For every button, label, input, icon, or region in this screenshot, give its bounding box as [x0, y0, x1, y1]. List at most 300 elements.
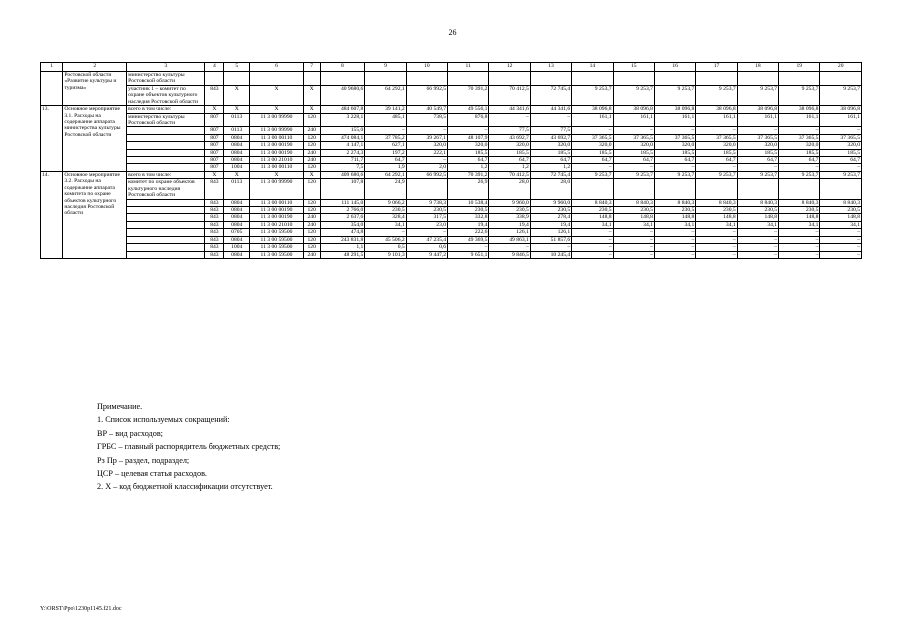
table-cell: 2 766,0 [320, 207, 365, 214]
table-cell: 148,8 [572, 214, 613, 221]
table-cell: 230,5 [489, 207, 530, 214]
table-cell: – [448, 244, 489, 251]
executor-label [127, 236, 205, 243]
table-cell: 120 [303, 199, 320, 206]
table-cell: 161,1 [613, 113, 654, 127]
table-cell: 11 3 00 59500 [250, 229, 304, 236]
table-cell: 37 365,5 [737, 134, 778, 141]
column-number: 18 [737, 63, 778, 72]
table-cell [654, 179, 695, 199]
table-cell: 320,0 [779, 142, 820, 149]
table-cell: 45 506,2 [365, 236, 406, 243]
table-cell: 9 253,7 [820, 85, 862, 105]
table-cell [613, 179, 654, 199]
table-cell: 70 412,5 [489, 171, 530, 178]
table-cell: 843 [205, 214, 224, 221]
table-cell: 320,0 [489, 142, 530, 149]
table-cell: 7,5 [320, 164, 365, 171]
table-cell: 34,1 [654, 221, 695, 228]
table-cell [572, 179, 613, 199]
table-cell: 120 [303, 236, 320, 243]
table-cell: 843 [205, 179, 224, 199]
table-cell: 807 [205, 134, 224, 141]
table-cell: – [654, 236, 695, 243]
table-cell [654, 72, 695, 86]
table-cell: 4 147,1 [320, 142, 365, 149]
table-row [41, 229, 862, 236]
table-cell: 43 692,7 [489, 134, 530, 141]
column-number: 1 [41, 63, 63, 72]
table-cell: 185,5 [572, 149, 613, 156]
table-cell: 222,6 [448, 229, 489, 236]
executor-label: комитет по охране объектов культурного наследия Ростовской области [127, 179, 205, 199]
table-cell: 11 3 00 99990 [250, 179, 304, 199]
table-cell: – [696, 164, 737, 171]
table-cell: 843 [205, 251, 224, 258]
table-cell: 161,1 [779, 113, 820, 127]
table-cell: 9 960,0 [530, 199, 571, 206]
table-cell: 9 253,7 [820, 171, 862, 178]
column-number: 17 [696, 63, 737, 72]
column-number: 8 [320, 63, 365, 72]
table-cell: – [820, 244, 862, 251]
table-cell: 338,9 [489, 214, 530, 221]
table-cell: 38 096,8 [737, 106, 778, 113]
table-cell: 40 9680,6 [320, 85, 365, 105]
table-cell: 19,4 [530, 221, 571, 228]
column-number: 16 [654, 63, 695, 72]
table-cell: 120 [303, 113, 320, 127]
table-cell: 38 096,8 [820, 106, 862, 113]
table-cell: 161,1 [696, 113, 737, 127]
executor-label [127, 207, 205, 214]
table-cell: 0804 [224, 142, 250, 149]
table-cell: – [737, 164, 778, 171]
table-cell: – [696, 127, 737, 134]
table-cell: 8 840,3 [820, 199, 862, 206]
table-cell: 70 391,2 [448, 171, 489, 178]
note-line: 2. X – код бюджетной классификации отсутствует. [97, 482, 273, 492]
table-cell: 37 785,2 [365, 134, 406, 141]
table-cell: – [613, 127, 654, 134]
table-cell: 0113 [224, 113, 250, 127]
table-cell: 38 096,8 [613, 106, 654, 113]
table-cell: 120 [303, 142, 320, 149]
table-cell: 11 3 00 21010 [250, 157, 304, 164]
table-cell: – [654, 164, 695, 171]
executor-label: министерство культуры Ростовской области [127, 113, 205, 127]
table-cell [406, 179, 447, 199]
table-cell: 34,1 [820, 221, 862, 228]
table-cell: X [303, 106, 320, 113]
table-cell: 48 107,9 [448, 134, 489, 141]
table-cell: 11 3 00 21010 [250, 221, 304, 228]
table-cell: 1,2 [448, 164, 489, 171]
table-cell: 354,0 [320, 221, 365, 228]
table-cell: 320,0 [696, 142, 737, 149]
row-number [41, 72, 63, 106]
table-cell: – [820, 229, 862, 236]
table-cell: 278,4 [530, 214, 571, 221]
table-cell: – [779, 251, 820, 258]
table-cell: – [572, 127, 613, 134]
table-cell: 9 447,2 [406, 251, 447, 258]
table-cell: 37 365,5 [820, 134, 862, 141]
table-cell: 320,0 [530, 142, 571, 149]
table-cell: 240 [303, 251, 320, 258]
table-cell: 26,9 [448, 179, 489, 199]
table-cell: 8 840,3 [654, 199, 695, 206]
table-cell: 64,7 [737, 157, 778, 164]
table-cell: 0804 [224, 134, 250, 141]
table-cell: 320,0 [613, 142, 654, 149]
table-cell [696, 72, 737, 86]
table-cell: 0804 [224, 221, 250, 228]
table-cell: – [779, 229, 820, 236]
table-cell: 807 [205, 149, 224, 156]
table-cell: 49 369,5 [448, 236, 489, 243]
table-cell: – [779, 127, 820, 134]
table-cell: 807 [205, 113, 224, 127]
table-cell: 148,8 [613, 214, 654, 221]
column-number: 7 [303, 63, 320, 72]
table-cell: 843 [205, 236, 224, 243]
table-cell: – [613, 236, 654, 243]
table-cell: 197,2 [365, 149, 406, 156]
table-cell: 37 365,5 [779, 134, 820, 141]
table-cell: 0705 [224, 229, 250, 236]
column-number: 12 [489, 63, 530, 72]
table-cell: 9 846,5 [489, 251, 530, 258]
table-cell: 19,4 [489, 221, 530, 228]
table-cell: 64,7 [696, 157, 737, 164]
table-cell: 11 3 00 99990 [250, 113, 304, 127]
table-cell [737, 179, 778, 199]
table-cell: – [737, 251, 778, 258]
table-cell: – [696, 236, 737, 243]
table-cell: 230,5 [779, 207, 820, 214]
table-row [41, 214, 862, 221]
table-cell: X [224, 106, 250, 113]
table-cell: 161,1 [654, 113, 695, 127]
executor-label: всего в том числе: [127, 106, 205, 113]
table-cell: 320,0 [820, 142, 862, 149]
executor-label [127, 134, 205, 141]
table-cell [696, 179, 737, 199]
table-cell [205, 72, 224, 86]
table-cell: 72 745,4 [530, 85, 571, 105]
table-cell: 9 253,7 [572, 85, 613, 105]
table-cell: 64,7 [530, 157, 571, 164]
table-cell: 8 840,3 [696, 199, 737, 206]
table-cell: 9 253,7 [654, 85, 695, 105]
table-cell: 843 [205, 221, 224, 228]
table-cell [572, 72, 613, 86]
table-cell: 161,1 [737, 113, 778, 127]
column-number: 9 [365, 63, 406, 72]
table-cell: 49 863,1 [489, 236, 530, 243]
table-cell: 185,5 [530, 149, 571, 156]
table-cell: 64,7 [654, 157, 695, 164]
table-cell: 230,5 [530, 207, 571, 214]
table-cell: 332,8 [448, 214, 489, 221]
table-cell: 738,5 [406, 113, 447, 127]
table-cell: 34,1 [737, 221, 778, 228]
table-cell: 328,4 [365, 214, 406, 221]
table-cell: 120 [303, 244, 320, 251]
table-cell: 34,1 [696, 221, 737, 228]
table-row [41, 142, 862, 149]
table-cell [224, 72, 250, 86]
table-cell: 8 840,3 [572, 199, 613, 206]
column-number: 13 [530, 63, 571, 72]
table-cell: 9 960,0 [489, 199, 530, 206]
table-cell: 9 101,3 [365, 251, 406, 258]
table-cell: 11 3 00 00110 [250, 199, 304, 206]
notes-section [97, 400, 280, 494]
row-number: 13. [41, 106, 63, 172]
table-cell: – [572, 244, 613, 251]
note-line: 1. Список используемых сокращений: [97, 415, 230, 425]
table-cell: 11 3 00 00110 [250, 164, 304, 171]
table-cell: 64,7 [779, 157, 820, 164]
executor-label [127, 149, 205, 156]
table-cell: 1,9 [365, 164, 406, 171]
table-cell: 222,1 [406, 149, 447, 156]
table-cell [820, 179, 862, 199]
executor-label [127, 251, 205, 258]
executor-label [127, 164, 205, 171]
table-cell: 24,9 [365, 179, 406, 199]
table-cell: – [696, 251, 737, 258]
table-cell: 230,5 [820, 207, 862, 214]
table-cell: 161,1 [820, 113, 862, 127]
table-cell: 843 [205, 199, 224, 206]
table-cell: 34,1 [365, 221, 406, 228]
table-cell: 843 [205, 85, 224, 105]
table-cell: 34,1 [613, 221, 654, 228]
table-cell: – [365, 229, 406, 236]
table-cell: – [696, 229, 737, 236]
table-cell: 34,1 [779, 221, 820, 228]
table-cell: – [613, 251, 654, 258]
program-name: Основное мероприятие 3.2. Расходы на содержание аппарата комитета по охране объектов культурного наследия Ростовской области [63, 171, 127, 258]
column-number: 10 [406, 63, 447, 72]
table-row [41, 251, 862, 258]
table-cell: – [779, 236, 820, 243]
table-cell: 148,8 [737, 214, 778, 221]
table-cell: 9 253,7 [654, 171, 695, 178]
table-cell: 39 267,1 [406, 134, 447, 141]
table-cell: 161,1 [572, 113, 613, 127]
table-cell: 148,8 [696, 214, 737, 221]
table-cell: X [303, 171, 320, 178]
table-cell: 230,5 [572, 207, 613, 214]
table-cell: – [737, 127, 778, 134]
table-cell: 120 [303, 134, 320, 141]
executor-label: министерство культуры Ростовской области [127, 72, 205, 86]
table-cell: – [613, 164, 654, 171]
table-cell: 70 391,2 [448, 85, 489, 105]
executor-label: всего в том числе: [127, 171, 205, 178]
table-cell [737, 72, 778, 86]
table-cell: 11 3 00 00190 [250, 207, 304, 214]
table-cell: 807 [205, 164, 224, 171]
column-number: 6 [250, 63, 304, 72]
table-cell: 1,1 [320, 244, 365, 251]
table-cell: – [406, 157, 447, 164]
table-cell: 807 [205, 127, 224, 134]
table-cell: 9 253,7 [696, 171, 737, 178]
note-line: ГРБС – главный распорядитель бюджетных средств; [97, 442, 281, 452]
table-cell: 8 840,3 [613, 199, 654, 206]
column-number: 4 [205, 63, 224, 72]
table-cell: 230,5 [406, 207, 447, 214]
table-cell: 243 831,8 [320, 236, 365, 243]
table-cell: 66 992,5 [406, 85, 447, 105]
table-cell: 230,5 [654, 207, 695, 214]
table-cell: 474,8 [320, 229, 365, 236]
column-number: 2 [63, 63, 127, 72]
table-cell: 0804 [224, 207, 250, 214]
table-cell: – [489, 113, 530, 127]
table-cell: X [205, 171, 224, 178]
page-number: 26 [448, 28, 457, 37]
table-cell: X [205, 106, 224, 113]
table-row [41, 236, 862, 243]
table-row [41, 149, 862, 156]
table-cell: 807 [205, 142, 224, 149]
program-name: Ростовской области «Развитие культуры и туризма» [63, 72, 127, 106]
table-cell: 9 253,7 [737, 171, 778, 178]
table-cell: 37 365,5 [613, 134, 654, 141]
table-cell: – [779, 164, 820, 171]
table-cell: 38 096,8 [572, 106, 613, 113]
table-cell [320, 72, 365, 86]
table-cell [820, 72, 862, 86]
table-cell: 240 [303, 221, 320, 228]
table-cell [448, 72, 489, 86]
executor-label [127, 142, 205, 149]
table-cell [250, 72, 304, 86]
table-cell [779, 179, 820, 199]
table-row [41, 221, 862, 228]
table-cell: – [820, 164, 862, 171]
table-cell: 77,5 [489, 127, 530, 134]
table-cell: – [572, 229, 613, 236]
table-cell: – [737, 244, 778, 251]
table-cell: 120 [303, 207, 320, 214]
table-cell: – [820, 251, 862, 258]
table-cell: 64,7 [448, 157, 489, 164]
table-cell: 230,5 [448, 207, 489, 214]
table-cell: 230,5 [737, 207, 778, 214]
table-cell: 64,7 [613, 157, 654, 164]
table-cell: 64 292,1 [365, 85, 406, 105]
table-cell: – [406, 127, 447, 134]
table-cell: – [613, 244, 654, 251]
table-cell: – [406, 229, 447, 236]
table-cell: 1,2 [530, 164, 571, 171]
table-cell: 37 365,5 [572, 134, 613, 141]
table-cell: 8 840,3 [737, 199, 778, 206]
table-cell: 51 857,6 [530, 236, 571, 243]
table-cell: 77,5 [530, 127, 571, 134]
table-cell: 120 [303, 179, 320, 199]
executor-label [127, 221, 205, 228]
table-cell: 47 235,4 [406, 236, 447, 243]
table-cell: 0804 [224, 251, 250, 258]
executor-label [127, 127, 205, 134]
table-cell: – [737, 236, 778, 243]
table-cell: 0804 [224, 149, 250, 156]
column-number: 19 [779, 63, 820, 72]
column-number: 15 [613, 63, 654, 72]
table-cell: 240 [303, 214, 320, 221]
table-cell: 10 245,4 [530, 251, 571, 258]
table-cell: 807 [205, 157, 224, 164]
table-cell: 320,0 [406, 142, 447, 149]
budget-table [40, 62, 862, 259]
table-cell: – [489, 244, 530, 251]
table-cell: 64,7 [365, 157, 406, 164]
table-cell: – [365, 127, 406, 134]
table-cell: 23,0 [406, 221, 447, 228]
table-cell: 38 096,8 [654, 106, 695, 113]
table-cell: 126,1 [530, 229, 571, 236]
table-cell: 9 253,7 [613, 85, 654, 105]
table-cell: 185,5 [489, 149, 530, 156]
table-cell: 0804 [224, 214, 250, 221]
table-cell: 2 274,3 [320, 149, 365, 156]
table-cell [613, 72, 654, 86]
table-cell: 320,0 [448, 142, 489, 149]
table-cell: X [303, 85, 320, 105]
table-cell: 107,8 [320, 179, 365, 199]
table-cell: – [572, 251, 613, 258]
table-cell: 9 651,1 [448, 251, 489, 258]
executor-label [127, 199, 205, 206]
table-cell: 9 066,2 [365, 199, 406, 206]
table-cell: 64,7 [820, 157, 862, 164]
table-cell: 43 692,7 [530, 134, 571, 141]
table-cell: 9 738,3 [406, 199, 447, 206]
table-cell: – [448, 127, 489, 134]
table-cell: – [654, 244, 695, 251]
table-cell: 38 096,8 [696, 106, 737, 113]
table-cell: X [250, 171, 304, 178]
table-cell: 64,7 [572, 157, 613, 164]
table-cell: 1,2 [489, 164, 530, 171]
table-cell: 474 084,1 [320, 134, 365, 141]
table-row [41, 134, 862, 141]
table-cell: 38 096,8 [779, 106, 820, 113]
table-cell: 409 680,6 [320, 171, 365, 178]
table-cell: 48 291,5 [320, 251, 365, 258]
table-cell: 148,8 [654, 214, 695, 221]
table-cell: – [696, 244, 737, 251]
note-line: ЦСР – целевая статья расходов. [97, 469, 207, 479]
table-cell: – [820, 236, 862, 243]
executor-label: участник 1 – комитет по охране объектов культурного наследия Ростовской области [127, 85, 205, 105]
table-cell [406, 72, 447, 86]
file-path-footer: Y:\ORST\Ppo\1230p1145.f21.doc [40, 606, 122, 612]
table-cell: 9 253,7 [779, 171, 820, 178]
table-cell: 11 3 00 00110 [250, 134, 304, 141]
table-cell: – [737, 229, 778, 236]
column-number: 3 [127, 63, 205, 72]
table-cell: 320,0 [572, 142, 613, 149]
